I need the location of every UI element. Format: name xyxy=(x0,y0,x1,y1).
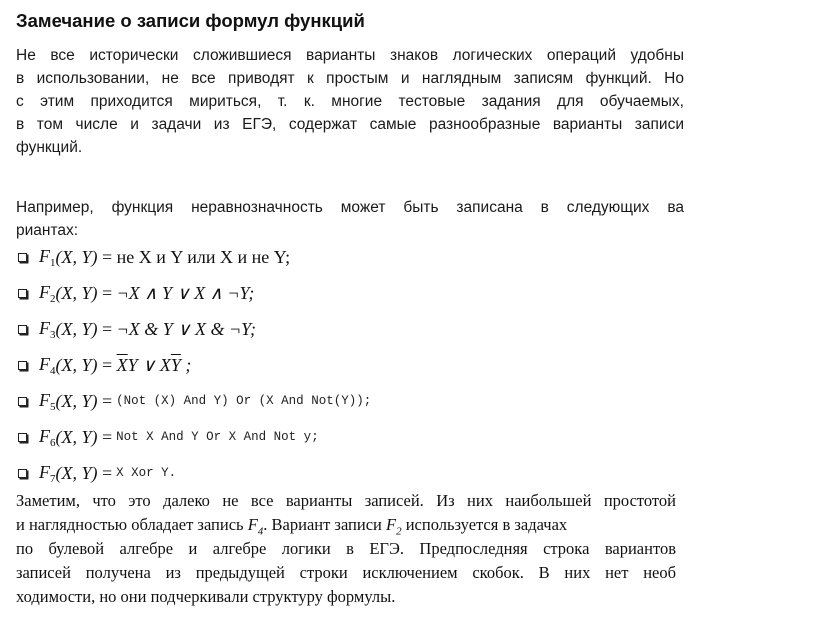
list-item xyxy=(16,278,254,308)
intro-line: Не все исторически сложившиеся варианты знаков логических операций удобны xyxy=(16,47,684,64)
equals-sign: = xyxy=(102,354,113,375)
closing-line: Заметим, что это далеко не все варианты записей. Из них наибольшей простотой xyxy=(16,491,676,510)
closing-line: ходимости, но они подчеркивали структуру формулы. xyxy=(16,587,396,606)
checkbox-bullet-icon xyxy=(18,289,27,298)
function-name: $F_2$ xyxy=(39,281,56,305)
example-line: Например, функция неравнозначность может быть записана в следующих ва xyxy=(16,199,684,216)
checkbox-bullet-icon xyxy=(18,469,27,478)
function-args: (X, Y) xyxy=(55,282,98,303)
closing-line: и наглядностью обладает запись $F_4$. Вариант записи $F_2$ используется в задачах xyxy=(16,515,568,537)
list-item xyxy=(16,242,290,272)
function-name: $F_6$ xyxy=(39,425,56,449)
checkbox-bullet-icon xyxy=(18,433,27,442)
formula-text: (Not (X) And Y) Or (X And Not(Y)); xyxy=(116,394,372,408)
equals-sign: = xyxy=(102,462,113,483)
formula-text: не X и Y или X и не Y; xyxy=(116,246,291,267)
list-item xyxy=(16,422,319,452)
function-name: $F_3$ xyxy=(39,317,56,341)
formula-text: ¬X ∧ Y ∨ X ∧ ¬Y; xyxy=(116,282,255,303)
closing-paragraph xyxy=(16,489,676,609)
function-name: $F_5$ xyxy=(39,389,56,413)
intro-paragraph xyxy=(16,44,684,159)
function-name: $F_1$ xyxy=(39,245,56,269)
function-args: (X, Y) xyxy=(55,246,98,267)
function-args: (X, Y) xyxy=(55,426,98,447)
list-item xyxy=(16,458,176,488)
intro-line: в использовании, не все приводят к простым и наглядным записям функций. Но xyxy=(16,70,684,87)
equals-sign: = xyxy=(102,426,113,447)
formula-text: Not X And Y Or X And Not y; xyxy=(116,430,319,444)
equals-sign: = xyxy=(102,246,113,267)
list-item xyxy=(16,350,191,380)
closing-line: по булевой алгебре и алгебре логики в ЕГЭ. Предпоследняя строка вариантов xyxy=(16,539,676,558)
intro-line: в том числе и задачи из ЕГЭ, содержат самые разнообразные варианты записи xyxy=(16,116,684,133)
formula-text: X Xor Y. xyxy=(116,466,177,480)
function-name: $F_4$ xyxy=(39,353,56,377)
example-line: риантах: xyxy=(16,222,79,239)
formula-text: $\overline{X}Y$ ∨ $X\overline{Y}$ ; xyxy=(116,354,192,375)
checkbox-bullet-icon xyxy=(18,325,27,334)
equals-sign: = xyxy=(102,318,113,339)
function-args: (X, Y) xyxy=(55,318,98,339)
function-args: (X, Y) xyxy=(55,462,98,483)
closing-line: записей получена из предыдущей строки исключением скобок. В них нет необ xyxy=(16,563,676,582)
intro-line: функций. xyxy=(16,139,83,156)
formula-text: ¬X & Y ∨ X & ¬Y; xyxy=(116,318,256,339)
checkbox-bullet-icon xyxy=(18,397,27,406)
checkbox-bullet-icon xyxy=(18,361,27,370)
list-item xyxy=(16,386,371,416)
checkbox-bullet-icon xyxy=(18,253,27,262)
function-name: $F_7$ xyxy=(39,461,56,485)
equals-sign: = xyxy=(102,282,113,303)
list-item xyxy=(16,314,256,344)
section-title: Замечание о записи формул функций xyxy=(16,10,365,31)
intro-line: с этим приходится мириться, т. к. многие тестовые задания для обучаемых, xyxy=(16,93,684,110)
example-paragraph xyxy=(16,196,684,242)
function-args: (X, Y) xyxy=(55,354,98,375)
function-args: (X, Y) xyxy=(55,390,98,411)
equals-sign: = xyxy=(102,390,113,411)
